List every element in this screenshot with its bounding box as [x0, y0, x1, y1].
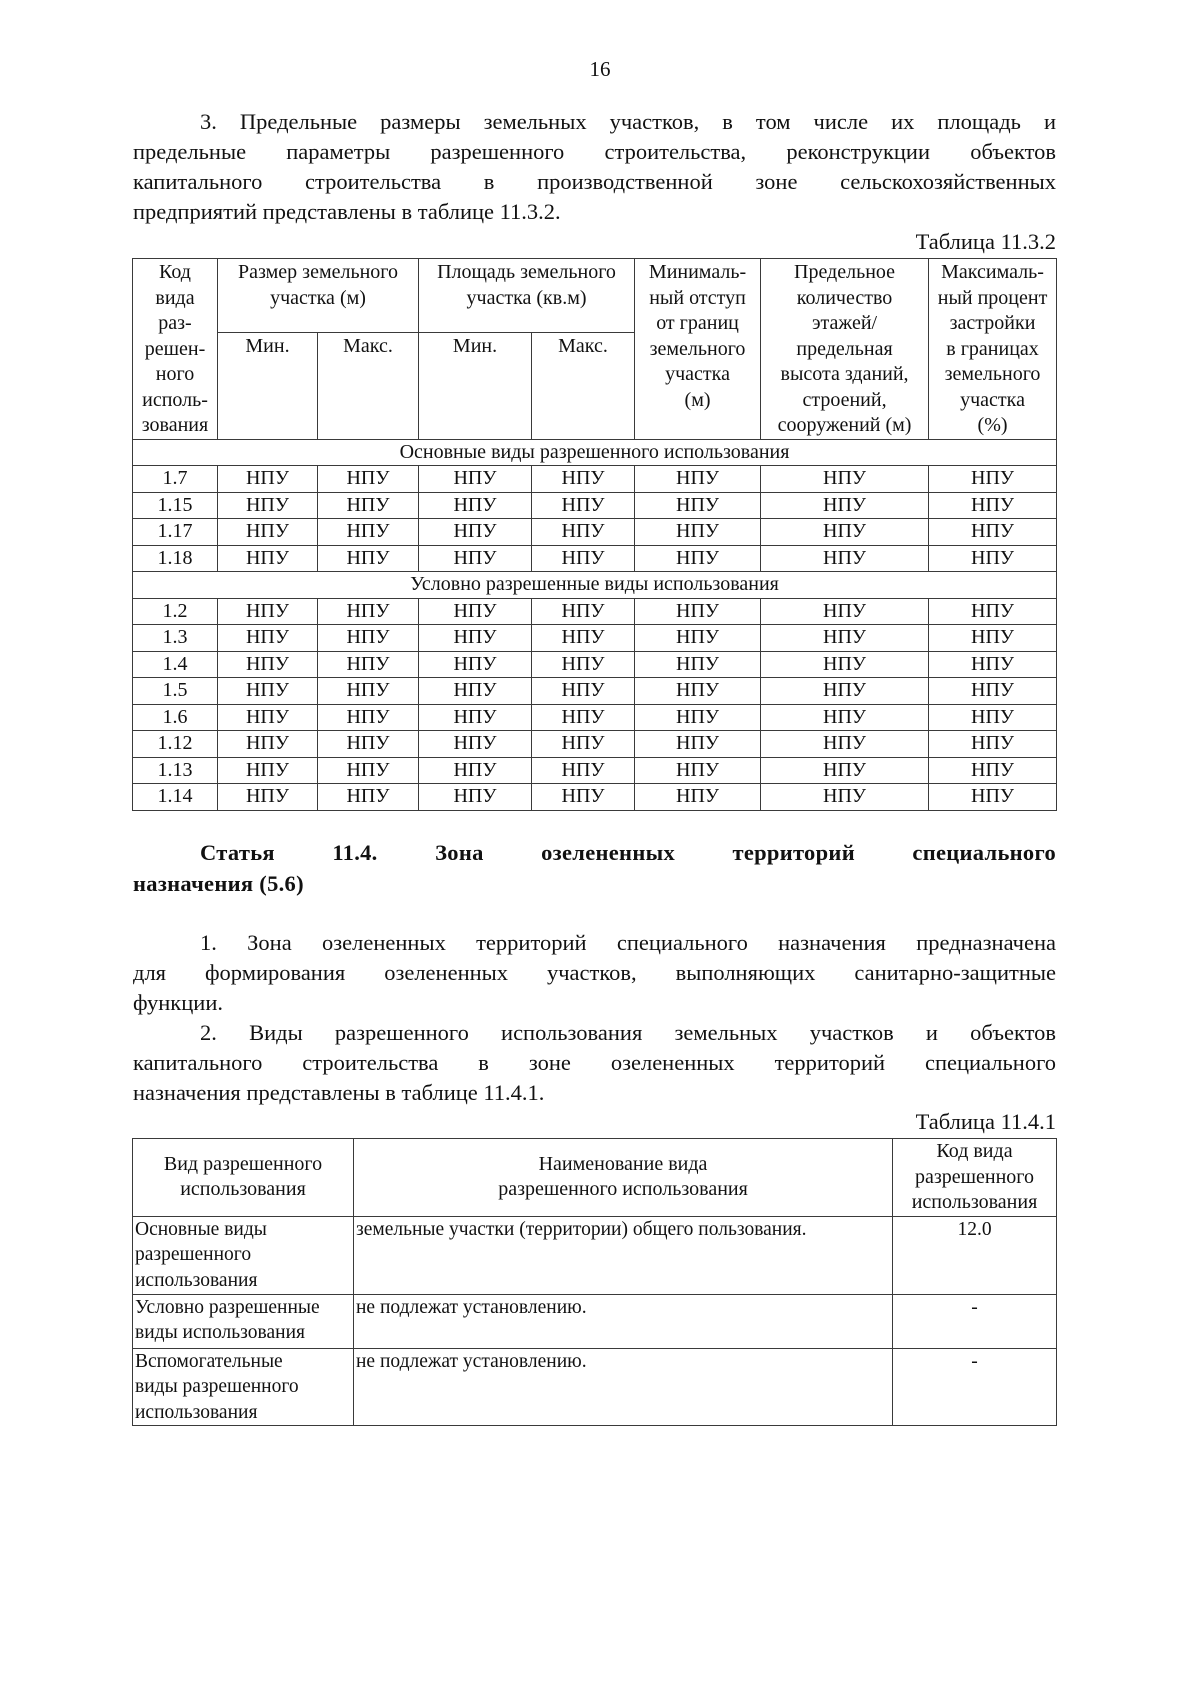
table-cell-use-code: -	[893, 1294, 1057, 1348]
table-cell-value: НПУ	[635, 731, 761, 758]
table-cell-value: НПУ	[532, 651, 635, 678]
table-cell-value: НПУ	[761, 784, 929, 811]
table-cell-value: НПУ	[532, 678, 635, 705]
table-cell-value: НПУ	[635, 519, 761, 546]
table-cell-value: НПУ	[218, 678, 318, 705]
table-cell-value: НПУ	[635, 625, 761, 652]
table-cell-value: НПУ	[419, 466, 532, 493]
table-row	[133, 757, 1057, 784]
table-cell-value: НПУ	[635, 545, 761, 572]
table-cell-value: НПУ	[318, 704, 419, 731]
paragraph-line: для формирования озелененных участков, выполняющих санитарно-защитные	[133, 960, 1056, 985]
table-row	[133, 545, 1057, 572]
table-cell-value: НПУ	[929, 519, 1057, 546]
paragraph-line: 1. Зона озелененных территорий специального назначения предназначена	[200, 930, 1056, 955]
table-cell-value: НПУ	[318, 651, 419, 678]
table-cell-use-code: -	[893, 1348, 1057, 1426]
header-size-min: Мин.	[218, 332, 318, 439]
table-cell-code: 1.15	[133, 492, 218, 519]
table-cell-value: НПУ	[318, 678, 419, 705]
paragraph-line: капитального строительства в производственной зоне сельскохозяйственных	[133, 169, 1056, 194]
table-cell-value: НПУ	[532, 731, 635, 758]
table-cell-use-name: не подлежат установлению.	[354, 1348, 893, 1426]
table-cell-value: НПУ	[532, 545, 635, 572]
header-area-max: Макс.	[532, 332, 635, 439]
table-section-row	[133, 572, 1057, 599]
table-cell-value: НПУ	[318, 519, 419, 546]
table-cell-value: НПУ	[419, 519, 532, 546]
table-cell-value: НПУ	[318, 731, 419, 758]
table-cell-code: 1.5	[133, 678, 218, 705]
paragraph-line: предприятий представлены в таблице 11.3.2.	[133, 199, 561, 224]
paragraph-line: назначения представлены в таблице 11.4.1.	[133, 1080, 545, 1105]
table-cell-value: НПУ	[318, 784, 419, 811]
table-cell-value: НПУ	[635, 757, 761, 784]
table-cell-value: НПУ	[635, 492, 761, 519]
table-cell-value: НПУ	[929, 651, 1057, 678]
table-cell-value: НПУ	[218, 519, 318, 546]
heading-line: Статья 11.4. Зона озелененных территорий специального	[200, 840, 1056, 865]
table-cell-use-name: не подлежат установлению.	[354, 1294, 893, 1348]
table-cell-code: 1.14	[133, 784, 218, 811]
table-cell-value: НПУ	[635, 678, 761, 705]
table-cell-value: НПУ	[761, 731, 929, 758]
table-section-row	[133, 439, 1057, 466]
table-cell-value: НПУ	[218, 466, 318, 493]
table-row	[133, 678, 1057, 705]
header-plot-area: Площадь земельного участка (кв.м)	[419, 259, 635, 333]
heading-line: назначения (5.6)	[133, 871, 304, 896]
table-header-row	[133, 1139, 1057, 1217]
table-cell-value: НПУ	[218, 757, 318, 784]
table-cell-code: 1.12	[133, 731, 218, 758]
table-cell-value: НПУ	[318, 598, 419, 625]
table-cell-value: НПУ	[419, 757, 532, 784]
table-cell-code: 1.7	[133, 466, 218, 493]
table-section-title: Основные виды разрешенного использования	[133, 439, 1057, 466]
table-cell-value: НПУ	[635, 784, 761, 811]
table-cell-value: НПУ	[532, 784, 635, 811]
table-cell-value: НПУ	[929, 757, 1057, 784]
table-cell-value: НПУ	[419, 598, 532, 625]
table-cell-value: НПУ	[761, 545, 929, 572]
header-max-coverage: Максималь- ный процент застройки в границах земельного участка (%)	[929, 259, 1057, 440]
table-row	[133, 625, 1057, 652]
paragraph-line: капитального строительства в зоне озелененных территорий специального	[133, 1050, 1056, 1075]
table-header-row	[133, 259, 1057, 333]
table-row	[133, 784, 1057, 811]
table-body	[133, 439, 1057, 810]
table-cell-value: НПУ	[929, 731, 1057, 758]
table-cell-value: НПУ	[635, 466, 761, 493]
table-cell-value: НПУ	[929, 545, 1057, 572]
table-11-3-2	[132, 258, 1057, 811]
table-cell-value: НПУ	[218, 598, 318, 625]
table-cell-value: НПУ	[318, 492, 419, 519]
table-row	[133, 519, 1057, 546]
table-cell-value: НПУ	[635, 598, 761, 625]
header-size-max: Макс.	[318, 332, 419, 439]
table-cell-value: НПУ	[419, 545, 532, 572]
table-row	[133, 731, 1057, 758]
table-cell-value: НПУ	[532, 492, 635, 519]
table-section-title: Условно разрешенные виды использования	[133, 572, 1057, 599]
table-row	[133, 598, 1057, 625]
table-cell-value: НПУ	[532, 519, 635, 546]
table-row	[133, 704, 1057, 731]
table-cell-value: НПУ	[929, 598, 1057, 625]
table-cell-value: НПУ	[218, 784, 318, 811]
table-cell-value: НПУ	[318, 625, 419, 652]
table-cell-value: НПУ	[761, 598, 929, 625]
paragraph-line: предельные параметры разрешенного строительства, реконструкции объектов	[133, 139, 1056, 164]
table-cell-value: НПУ	[635, 704, 761, 731]
header-code: Код вида раз- решен- ного исполь- зования	[133, 259, 218, 440]
table-cell-value: НПУ	[929, 704, 1057, 731]
table-cell-value: НПУ	[929, 784, 1057, 811]
table-cell-value: НПУ	[761, 519, 929, 546]
table-cell-value: НПУ	[761, 466, 929, 493]
table-body	[133, 1216, 1057, 1426]
table-cell-value: НПУ	[761, 651, 929, 678]
table-cell-use-type: Условно разрешенные виды использования	[133, 1294, 354, 1348]
table-cell-code: 1.18	[133, 545, 218, 572]
table-cell-value: НПУ	[929, 492, 1057, 519]
table-cell-value: НПУ	[761, 757, 929, 784]
paragraph-line: 3. Предельные размеры земельных участков, в том числе их площадь и	[200, 109, 1056, 134]
table-cell-value: НПУ	[635, 651, 761, 678]
table-cell-value: НПУ	[929, 466, 1057, 493]
table-cell-value: НПУ	[761, 625, 929, 652]
table-cell-code: 1.4	[133, 651, 218, 678]
table-11-4-1	[132, 1138, 1057, 1426]
table-cell-value: НПУ	[218, 625, 318, 652]
paragraph-line: функции.	[133, 990, 223, 1015]
article-paragraphs	[133, 928, 1056, 1108]
table-cell-value: НПУ	[532, 598, 635, 625]
table-cell-value: НПУ	[318, 545, 419, 572]
table-row	[133, 492, 1057, 519]
article-heading	[133, 837, 1056, 899]
table-cell-code: 1.6	[133, 704, 218, 731]
table-cell-value: НПУ	[318, 466, 419, 493]
header-use-name: Наименование вида разрешенного использования	[354, 1139, 893, 1217]
table-cell-value: НПУ	[218, 545, 318, 572]
table-cell-value: НПУ	[419, 784, 532, 811]
table-cell-use-type: Основные виды разрешенного использования	[133, 1216, 354, 1294]
table-cell-use-type: Вспомогательные виды разрешенного использования	[133, 1348, 354, 1426]
table-cell-code: 1.17	[133, 519, 218, 546]
table-cell-value: НПУ	[929, 625, 1057, 652]
section-3-paragraph	[133, 107, 1056, 227]
table-row	[133, 1294, 1057, 1348]
table-cell-value: НПУ	[218, 492, 318, 519]
table-cell-value: НПУ	[419, 704, 532, 731]
table-cell-value: НПУ	[218, 731, 318, 758]
table-caption: Таблица 11.4.1	[915, 1109, 1056, 1134]
paragraph-1	[133, 928, 1056, 1018]
table-cell-value: НПУ	[318, 757, 419, 784]
page-number: 16	[589, 57, 611, 81]
table-cell-value: НПУ	[419, 492, 532, 519]
table-cell-value: НПУ	[532, 466, 635, 493]
table-row	[133, 1216, 1057, 1294]
table-cell-value: НПУ	[419, 651, 532, 678]
table-cell-value: НПУ	[532, 757, 635, 784]
header-min-setback: Минималь- ный отступ от границ земельного участка (м)	[635, 259, 761, 440]
header-use-type: Вид разрешенного использования	[133, 1139, 354, 1217]
table-cell-value: НПУ	[761, 678, 929, 705]
table-cell-value: НПУ	[532, 625, 635, 652]
header-max-floors: Предельное количество этажей/ предельная высота зданий, строений, сооружений (м)	[761, 259, 929, 440]
header-plot-size: Размер земельного участка (м)	[218, 259, 419, 333]
table-cell-value: НПУ	[532, 704, 635, 731]
table-cell-value: НПУ	[419, 625, 532, 652]
table-cell-value: НПУ	[761, 704, 929, 731]
header-area-min: Мин.	[419, 332, 532, 439]
table-cell-value: НПУ	[761, 492, 929, 519]
table-caption: Таблица 11.3.2	[915, 229, 1056, 254]
table-cell-use-name: земельные участки (территории) общего пользования.	[354, 1216, 893, 1294]
table-cell-code: 1.3	[133, 625, 218, 652]
table-cell-value: НПУ	[218, 704, 318, 731]
table-row	[133, 1348, 1057, 1426]
paragraph-line: 2. Виды разрешенного использования земельных участков и объектов	[200, 1020, 1056, 1045]
table-cell-code: 1.2	[133, 598, 218, 625]
header-use-code: Код вида разрешенного использования	[893, 1139, 1057, 1217]
paragraph-2	[133, 1018, 1056, 1108]
table-row	[133, 651, 1057, 678]
table-cell-value: НПУ	[929, 678, 1057, 705]
table-cell-code: 1.13	[133, 757, 218, 784]
table-cell-value: НПУ	[419, 678, 532, 705]
table-cell-value: НПУ	[419, 731, 532, 758]
table-row	[133, 466, 1057, 493]
table-cell-use-code: 12.0	[893, 1216, 1057, 1294]
table-cell-value: НПУ	[218, 651, 318, 678]
